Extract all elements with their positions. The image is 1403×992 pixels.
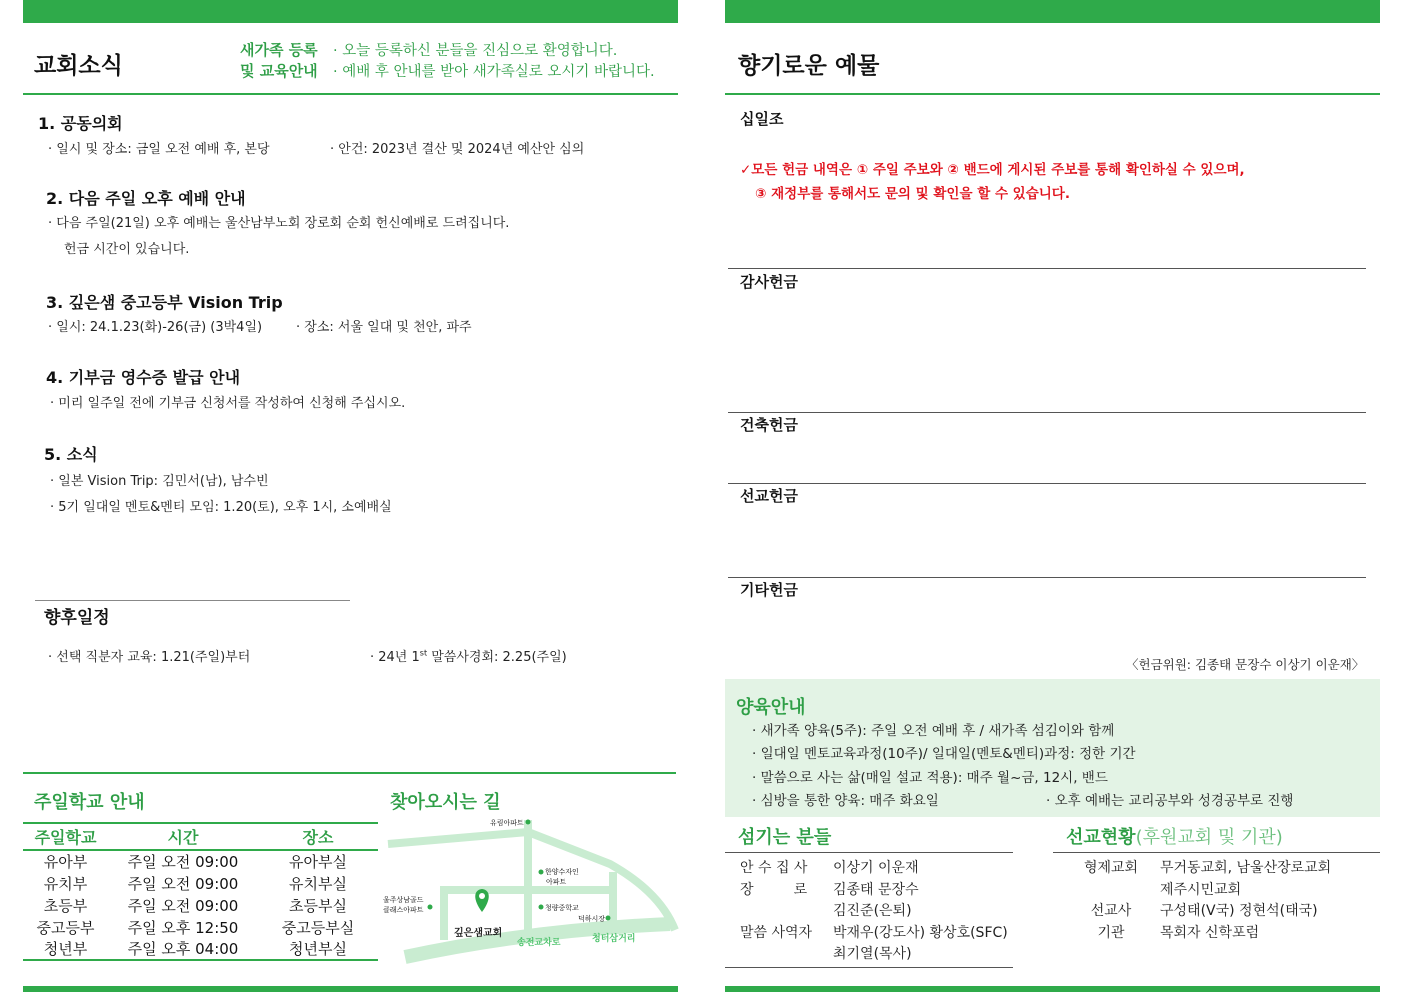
- list-item: [1062, 923, 1331, 945]
- newfamily-label: [240, 40, 318, 82]
- mission-role: 선교사: [1090, 903, 1132, 919]
- schedule-divider: [35, 600, 350, 601]
- list-item: [1062, 880, 1331, 902]
- newfamily-line-1: · 오늘 등록하신 분들을 진심으로 환영합니다.: [333, 43, 618, 59]
- map-dot-apt1: [526, 820, 531, 825]
- nurture-extra: · 오후 예배는 교리공부와 성경공부로 진행: [1046, 793, 1294, 809]
- right-title-divider: [725, 93, 1380, 95]
- map-dot-school: [539, 905, 544, 910]
- news-1-line-2: · 안건: 2023년 결산 및 2024년 예산안 심의: [330, 142, 585, 157]
- schedule-title: 향후일정: [44, 608, 110, 628]
- offering-divider-4: [728, 577, 1366, 578]
- offering-committee: 〈헌금위원: 김종태 문장수 이상기 이운재〉: [1126, 657, 1365, 672]
- newfamily-label-1: 새가족 등록: [240, 41, 318, 59]
- header-school: 주일학교: [23, 823, 108, 850]
- table-row: [23, 916, 378, 938]
- map-label-apt3b: 클래스아파트: [383, 906, 424, 914]
- list-item: [740, 923, 1008, 945]
- schedule-item-2-post: 말씀사경회: 2.25(주일): [427, 650, 567, 665]
- offering-building-label: 건축헌금: [740, 416, 798, 434]
- table-row: [23, 872, 378, 894]
- table-row: [23, 938, 378, 960]
- cell-time: 주일 오전 09:00: [127, 853, 239, 871]
- mission-divider-top: [1053, 852, 1380, 853]
- server-names: 최기열(목사): [833, 946, 912, 962]
- news-1-line-1: · 일시 및 장소: 금일 오전 예배 후, 본당: [48, 142, 270, 157]
- list-item: [740, 858, 1008, 880]
- news-5-line-1: · 일본 Vision Trip: 김민서(남), 남수빈: [50, 474, 269, 489]
- mission-title-main: 선교현황: [1066, 827, 1136, 848]
- map-label-apt1: 유림아파트: [490, 819, 524, 827]
- list-item: [1062, 901, 1331, 923]
- left-top-bar: [23, 0, 678, 23]
- mission-role: [1062, 880, 1160, 902]
- cell-place: 유치부실: [289, 874, 347, 893]
- right-top-bar: [725, 0, 1380, 23]
- map-label-road2: 청터삼거리: [592, 934, 636, 944]
- servers-list: [740, 858, 1008, 966]
- servers-divider-bottom: [725, 967, 1013, 968]
- mission-role: 형제교회: [1083, 860, 1139, 876]
- newfamily-text: [333, 41, 655, 83]
- news-1-title: 1. 공동의회: [38, 114, 123, 133]
- offering-divider-1: [728, 268, 1366, 269]
- cell-school: 청년부: [43, 940, 88, 958]
- map-label-apt3a: 울주상남골드: [383, 896, 424, 904]
- list-item: [740, 880, 1008, 902]
- cell-school: 중고등부: [36, 918, 95, 937]
- map-dot-apt3: [428, 905, 433, 910]
- cell-school: 초등부: [43, 896, 88, 915]
- news-3-line-1: · 일시: 24.1.23(화)-26(금) (3박4일): [48, 320, 263, 335]
- newfamily-line-2: · 예배 후 안내를 받아 새가족실로 오시기 바랍니다.: [333, 64, 655, 80]
- nurture-item-1: · 새가족 양육(5주): 주일 오전 예배 후 / 새가족 섬김이와 함께: [752, 723, 1115, 739]
- news-5-title: 5. 소식: [44, 445, 98, 464]
- directions-title: 찾아오시는 길: [390, 792, 501, 813]
- left-page-title: 교회소식: [34, 53, 123, 79]
- server-names: 박재우(강도사) 황상호(SFC): [833, 924, 1008, 941]
- mission-names: 무거동교회, 남울산장로교회: [1160, 860, 1332, 876]
- cell-time: 주일 오후 04:00: [127, 940, 239, 958]
- table-row: [23, 850, 378, 872]
- map-label-school: 청량중학교: [545, 904, 579, 912]
- cell-time: 주일 오전 09:00: [127, 874, 239, 893]
- list-item: [740, 944, 1008, 966]
- sunday-school-title: 주일학교 안내: [34, 792, 145, 813]
- schedule-item-2: [370, 646, 567, 665]
- left-bottom-divider: [23, 772, 676, 774]
- mission-role: 기관: [1097, 924, 1125, 941]
- directions-map: [380, 812, 680, 967]
- mission-names: 제주시민교회: [1160, 881, 1242, 898]
- cell-school: 유아부: [43, 853, 88, 871]
- server-role: [740, 944, 833, 966]
- schedule-item-1: · 선택 직분자 교육: 1.21(주일)부터: [48, 650, 251, 665]
- nurture-item-4: · 심방을 통한 양육: 매주 화요일: [752, 793, 939, 809]
- schedule-item-2-pre: · 24년 1: [370, 650, 420, 665]
- table-row: [23, 894, 378, 916]
- cell-place: 유아부실: [289, 853, 347, 871]
- schedule-item-2-sup: st: [419, 648, 428, 658]
- left-bottom-bar: [23, 986, 678, 992]
- map-dot-market: [606, 916, 611, 921]
- right-bottom-bar: [725, 986, 1380, 992]
- news-5-line-2: · 5기 일대일 멘토&멘티 모임: 1.20(토), 오후 1시, 소예배실: [50, 500, 392, 515]
- news-3-line-2: · 장소: 서울 일대 및 천안, 파주: [296, 320, 472, 335]
- offering-mission-label: 선교헌금: [740, 487, 798, 505]
- newfamily-label-2: 및 교육안내: [240, 62, 318, 80]
- mission-title: [1066, 823, 1283, 849]
- server-role: 말씀 사역자: [740, 924, 813, 941]
- map-dot-apt2: [539, 870, 544, 875]
- server-names: 김종태 문장수: [833, 881, 919, 898]
- server-role: 장 로: [740, 881, 808, 898]
- tithe-label: 십일조: [740, 110, 784, 128]
- offering-notice-1: ✓모든 헌금 내역은 ① 주일 주보와 ② 밴드에 게시된 주보를 통해 확인하실 수 있으며,: [740, 162, 1245, 178]
- offering-other-label: 기타헌금: [740, 581, 798, 599]
- map-label-market: 덕하시장: [578, 915, 606, 923]
- news-4-line-1: · 미리 일주일 전에 기부금 신청서를 작성하여 신청해 주십시오.: [50, 396, 406, 411]
- list-item: [1062, 858, 1331, 880]
- right-page-title: 향기로운 예물: [738, 53, 880, 79]
- offering-divider-2: [728, 412, 1366, 413]
- offering-thanks-label: 감사헌금: [740, 273, 798, 291]
- mission-names: 목회자 신학포럼: [1160, 924, 1260, 941]
- cell-time: 주일 오전 09:00: [127, 896, 239, 915]
- server-role: 안 수 집 사: [740, 860, 808, 876]
- map-label-church: 깊은샘교회: [454, 928, 503, 939]
- cell-school: 유치부: [43, 874, 88, 893]
- news-2-line-1: · 다음 주일(21일) 오후 예배는 울산남부노회 장로회 순회 헌신예배로 드려집니다.: [48, 216, 510, 231]
- map-label-apt2b: 아파트: [546, 878, 567, 886]
- list-item: [740, 901, 1008, 923]
- mission-names: 구성태(V국) 정현석(태국): [1160, 903, 1318, 919]
- servers-divider-top: [725, 852, 1013, 853]
- offering-notice-2: ③ 재정부를 통해서도 문의 및 확인을 할 수 있습니다.: [755, 186, 1070, 202]
- server-role: [740, 901, 833, 923]
- offering-divider-3: [728, 483, 1366, 484]
- sunday-school-header-row: [23, 823, 378, 850]
- map-pin-center-icon: [479, 893, 485, 899]
- cell-place: 청년부실: [289, 940, 347, 958]
- left-title-divider: [23, 93, 678, 95]
- servers-title: 섬기는 분들: [738, 827, 832, 848]
- news-2-line-2: 헌금 시간이 있습니다.: [64, 242, 190, 257]
- cell-time: 주일 오후 12:50: [127, 918, 239, 937]
- nurture-item-3: · 말씀으로 사는 삶(매일 설교 적용): 매주 월~금, 12시, 밴드: [752, 770, 1108, 786]
- nurture-item-2: · 일대일 멘토교육과정(10주)/ 일대일(멘토&멘티)과정: 정한 기간: [752, 746, 1136, 762]
- map-label-apt2a: 한양수자인: [545, 868, 579, 876]
- nurture-title: 양육안내: [736, 697, 806, 718]
- cell-place: 중고등부실: [281, 918, 355, 937]
- mission-list: [1062, 858, 1331, 944]
- header-place: 장소: [258, 823, 378, 850]
- mission-title-sub: (후원교회 및 기관): [1135, 827, 1283, 848]
- sunday-school-table: [23, 822, 378, 961]
- map-pin-icon: [475, 889, 489, 912]
- header-time: 시간: [108, 823, 258, 850]
- server-names: 이상기 이운재: [833, 860, 919, 876]
- news-3-title: 3. 깊은샘 중고등부 Vision Trip: [46, 293, 283, 312]
- news-2-title: 2. 다음 주일 오후 예배 안내: [46, 189, 246, 208]
- news-4-title: 4. 기부금 영수증 발급 안내: [46, 368, 241, 387]
- map-label-road1: 송전교차로: [517, 938, 561, 948]
- cell-place: 초등부실: [289, 896, 347, 915]
- server-names: 김진준(은퇴): [833, 903, 912, 919]
